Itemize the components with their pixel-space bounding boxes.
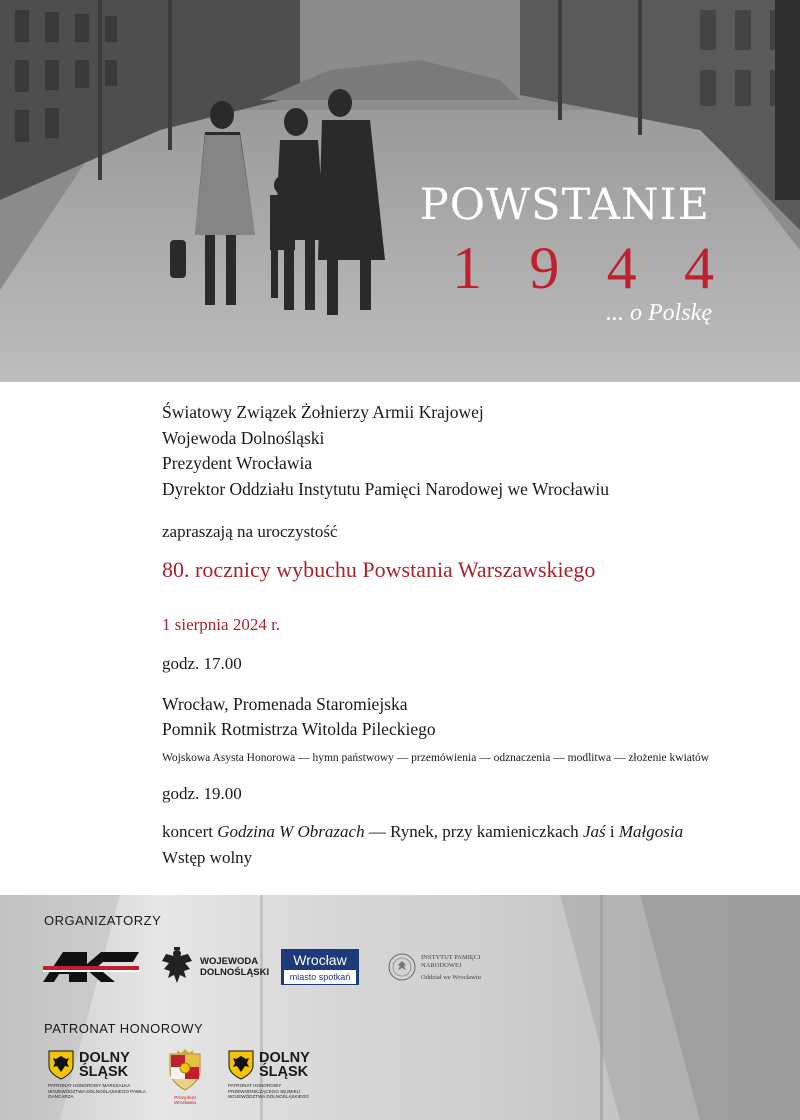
dolny-slask-eagle-icon [48,1050,74,1080]
footer-logos [0,895,800,1120]
organizers-list [162,400,762,502]
prezydent-caption: Prezydent Wrocławia [173,1096,197,1106]
year-digit: 9 [529,235,560,301]
year-digit: 4 [606,235,637,301]
invite-text: zapraszają na uroczystość [162,522,338,541]
event-date: 1 sierpnia 2024 r. [162,615,281,634]
wroclaw-coat-of-arms-icon [167,1048,203,1092]
program-text: Wojskowa Asysta Honorowa — hymn państwowy — przemówienia — odznaczenia — modlitwa — złożenie kwiatów [162,752,710,764]
place-line: Pomnik Rotmistrza Witolda Pileckiego [162,719,436,739]
organizer-line: Wojewoda Dolnośląski [162,427,325,448]
organizers-label: ORGANIZATORZY [44,913,162,928]
invitation-text [162,400,762,868]
event-time-2: godz. 19.00 [162,784,242,803]
wroclaw-logo [281,949,359,985]
hero-year [452,235,714,301]
organizer-line: Dyrektor Oddziału Instytutu Pamięci Narodowej we Wrocławiu [162,478,610,499]
wroclaw-tagline: miasto spotkań [284,970,356,984]
dolny-slask-2-line1: DOLNY [259,1050,310,1066]
hero-title: POWSTANIE [419,180,710,230]
eagle-icon [160,947,194,987]
wojewoda-line1: WOJEWODA [200,956,259,967]
armia-krajowa-logo [43,950,139,984]
concert-line [162,822,762,842]
place-line: Wrocław, Promenada Staromiejska [162,694,408,714]
organizer-line: Prezydent Wrocławia [162,453,313,473]
prezydent-wroclawia-logo [163,1048,207,1104]
wojewoda-logo [160,945,280,989]
year-digit: 1 [452,235,482,301]
dolny-slask-1-caption: PATRONAT HONOROWY MARSZAŁKA WOJEWÓDZTWA DOLNOŚLĄSKIEGO PAWŁA GANCARZA [48,1083,146,1099]
entry-text: Wstęp wolny [162,848,253,867]
hero-subtitle: ... o Polskę [606,300,712,326]
concert-and: i [605,822,619,841]
concert-name-2: Małgosia [618,822,684,841]
dolny-slask-1-line1: DOLNY [79,1050,130,1066]
ipn-branch: Oddział we Wrocławiu [421,973,481,981]
hero-photo [0,0,800,382]
wojewoda-line2: DOLNOŚLĄSKI [200,967,270,978]
concert-prefix: koncert [162,822,218,841]
event-title: 80. rocznicy wybuchu Powstania Warszawskiego [162,557,596,582]
ipn-seal-icon [388,953,416,981]
event-time-1: godz. 17.00 [162,654,242,673]
dolny-slask-1-line2: ŚLĄSK [79,1064,129,1080]
dolny-slask-logo-2 [228,1050,328,1102]
year-digit: 4 [683,235,714,301]
patronage-label: PATRONAT HONOROWY [44,1021,204,1036]
organizer-line: Światowy Związek Żołnierzy Armii Krajowej [162,402,484,422]
dolny-slask-logo-1 [48,1050,148,1102]
concert-name-1: Jaś [582,822,606,841]
ipn-line2: NARODOWEJ [421,961,462,969]
dolny-slask-2-caption: PATRONAT HONOROWY PRZEWODNICZĄCEGO SEJMIKU WOJEWÓDZTWA DOLNOŚLĄSKIEGO [228,1083,309,1099]
wroclaw-name: Wrocław [293,952,347,968]
event-place [162,692,762,742]
ipn-line1: INSTYTUT PAMIĘCI [421,953,481,961]
dolny-slask-eagle-icon [228,1050,254,1080]
dolny-slask-2-line2: ŚLĄSK [259,1064,309,1080]
ipn-logo [388,950,498,984]
concert-middle: — Rynek, przy kamieniczkach [364,822,583,841]
concert-title: Godzina W Obrazach [217,822,365,841]
